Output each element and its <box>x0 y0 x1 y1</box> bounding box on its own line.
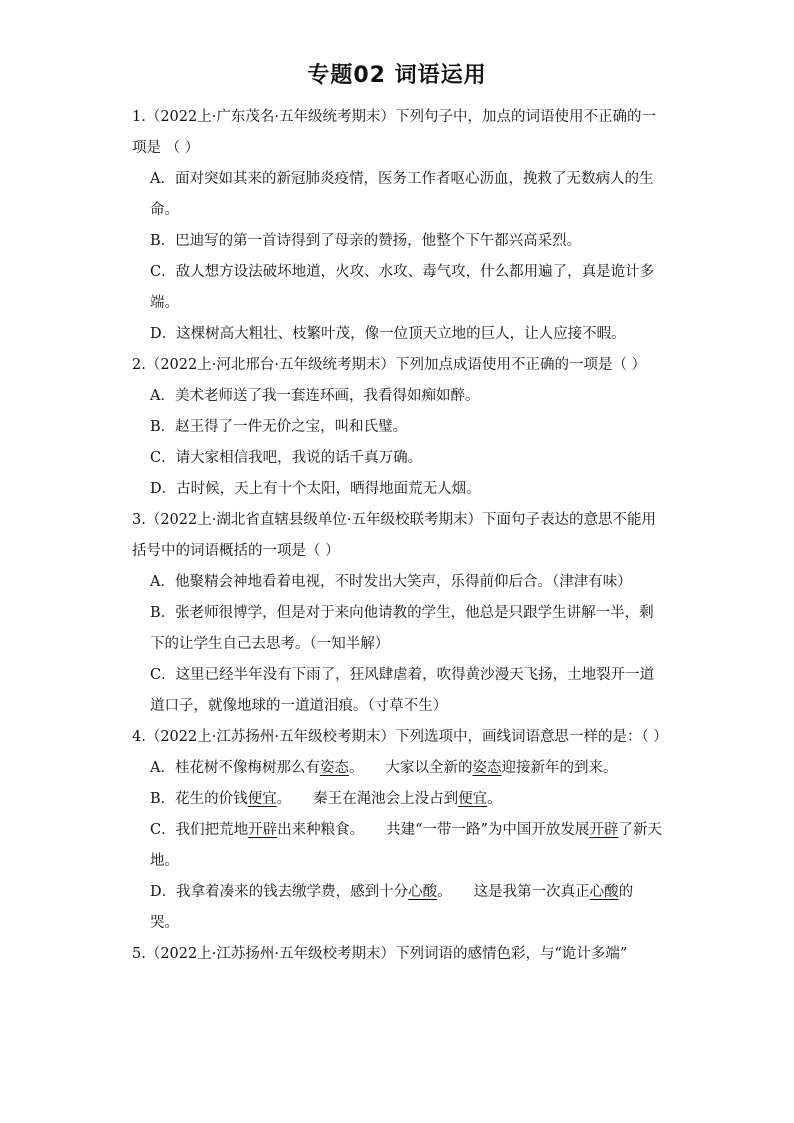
option-d: D．这棵树高大粗壮、枝繁叶茂，像一位顶天立地的巨人，让人应接不暇。 <box>150 326 626 342</box>
option-text: 的哭。 <box>150 884 634 931</box>
option-text: 。 <box>276 791 292 807</box>
underlined-word: 姿态 <box>472 760 502 776</box>
underlined-word: 便宜 <box>247 791 277 807</box>
option-b: B．赵王得了一件无价之宝，叫和氏璧。 <box>150 419 408 435</box>
page-title: 专题02 词语运用 <box>307 63 487 88</box>
option-c: C．请大家相信我吧，我说的话千真万确。 <box>150 450 423 466</box>
option-text: 这是我第一次真正 <box>473 884 590 900</box>
option-a: A．面对突如其来的新冠肺炎疫情，医务工作者呕心沥血，挽救了无数病人的生命。 <box>150 171 654 218</box>
option-text: 共建“一带一路”为中国开放发展 <box>386 822 590 838</box>
option-a: A．他聚精会神地看着电视，不时发出大笑声，乐得前仰后合。（津津有味） <box>150 574 632 590</box>
option-b <box>132 784 662 815</box>
question-4 <box>132 722 668 939</box>
option-c: C．这里已经半年没有下雨了，狂风肆虐着，吹得黄沙漫天飞扬，土地裂开一道道口子，就像地球的一道道泪痕。（寸草不生） <box>150 667 655 714</box>
question-stem: 5.（2022上·江苏扬州·五年级校考期末）下列词语的感情色彩，与“诡计多端” <box>132 946 628 962</box>
option-text: 大家以全新的 <box>385 760 473 776</box>
underlined-word: 心酸 <box>408 884 438 900</box>
option-c <box>132 815 662 877</box>
option-text: B．花生的价钱 <box>150 791 248 807</box>
question-stem: 3.（2022上·湖北省直辖县级单位·五年级校联考期末）下面句子表达的意思不能用括号中的词语概括的一项是（ ） <box>132 512 656 559</box>
option-text: 出来种粮食。 <box>277 822 365 838</box>
question-stem: 4.（2022上·江苏扬州·五年级校考期末）下列选项中，画线词语意思一样的是：（ ） <box>132 729 668 745</box>
question-5 <box>132 939 662 970</box>
option-text: 了新天地。 <box>150 822 662 869</box>
question-1 <box>132 102 662 350</box>
option-a <box>132 753 662 784</box>
option-text: C．我们把荒地 <box>150 822 249 838</box>
question-list <box>132 102 668 970</box>
option-text: 。 <box>348 760 364 776</box>
question-stem: 1.（2022上·广东茂名·五年级统考期末）下列句子中，加点的词语使用不正确的一项是 （ ） <box>132 109 656 156</box>
option-b: B．巴迪写的第一首诗得到了母亲的赞扬，他整个下午都兴高采烈。 <box>150 233 582 249</box>
option-text: 秦王在渑池会上没占到 <box>313 791 459 807</box>
question-2 <box>132 350 662 505</box>
option-b: B．张老师很博学，但是对于来向他请教的学生，他总是只跟学生讲解一半，剩下的让学生自己去思考。（一知半解） <box>150 605 654 652</box>
underlined-word: 便宜 <box>458 791 488 807</box>
option-text: 迎接新年的到来。 <box>501 760 618 776</box>
option-text: 。 <box>437 884 452 900</box>
option-a: A．美术老师送了我一套连环画，我看得如痴如醉。 <box>150 388 480 404</box>
option-text: A．桂花树不像梅树那么有 <box>150 760 320 776</box>
option-text: D．我拿着凑来的钱去缴学费，感到十分 <box>150 884 409 900</box>
underlined-word: 开辟 <box>248 822 278 838</box>
option-d: D．古时候，天上有十个太阳，晒得地面荒无人烟。 <box>150 481 481 497</box>
underlined-word: 姿态 <box>319 760 349 776</box>
question-3 <box>132 505 662 722</box>
question-stem: 2.（2022上·河北邢台·五年级统考期末）下列加点成语使用不正确的一项是（ ） <box>132 357 647 373</box>
option-d <box>132 877 662 939</box>
underlined-word: 心酸 <box>589 884 619 900</box>
option-text: 。 <box>487 791 502 807</box>
option-c: C．敌人想方设法破坏地道，火攻、水攻、毒气攻，什么都用遍了，真是诡计多端。 <box>150 264 655 311</box>
underlined-word: 开辟 <box>589 822 619 838</box>
